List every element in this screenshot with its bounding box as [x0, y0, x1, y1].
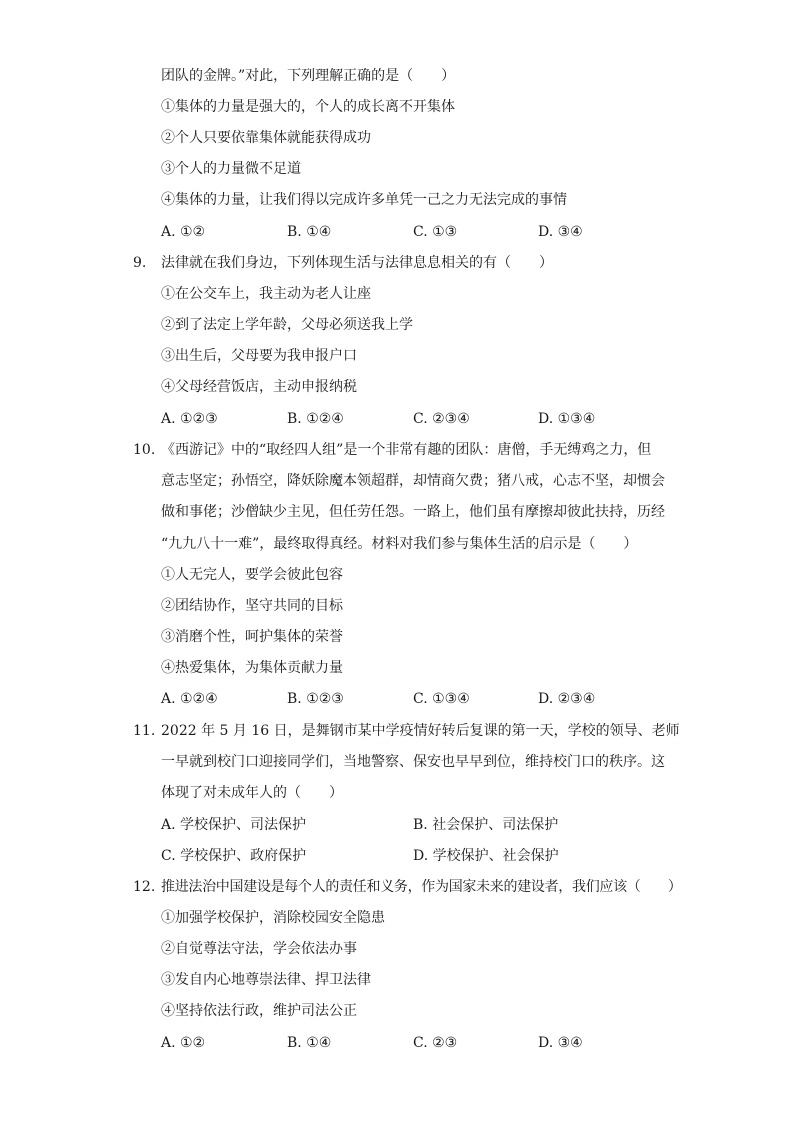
q8-statement-1: ①集体的力量是强大的，个人的成长离不开集体: [161, 99, 455, 115]
q12-option-c: C. ②③: [413, 1035, 458, 1051]
q8-statement-4: ④集体的力量，让我们得以完成许多单凭一己之力无法完成的事情: [161, 192, 567, 208]
q12-option-b: B. ①④: [287, 1035, 332, 1051]
q12-stem: 推进法治中国建设是每个人的责任和义务，作为国家未来的建设者，我们应该（ ）: [161, 879, 682, 895]
q8-option-d: D. ③④: [538, 224, 583, 240]
q10-statement-1: ①人无完人，要学会彼此包容: [161, 567, 343, 583]
q10-stem-line-3: 做和事佬；沙僧缺少主见，但任劳任怨。一路上，他们虽有摩擦却彼此扶持，历经: [161, 504, 665, 520]
q10-stem-line-1: 《西游记》中的“取经四人组”是一个非常有趣的团队：唐僧，手无缚鸡之力，但: [161, 442, 652, 458]
q11-stem-line-2: 一早就到校门口迎接同学们，当地警察、保安也早早到位，维持校门口的秩序。这: [161, 754, 665, 770]
q9-stem: 法律就在我们身边，下列体现生活与法律息息相关的有（ ）: [161, 255, 553, 271]
q11-option-c: C. 学校保护、政府保护: [161, 848, 307, 864]
q10-stem-line-4: “九九八十一难”，最终取得真经。材料对我们参与集体生活的启示是（ ）: [161, 536, 638, 552]
q11-stem-line-3: 体现了对未成年人的（ ）: [161, 785, 343, 801]
q9-option-d: D. ①③④: [538, 411, 596, 427]
q12-statement-3: ③发自内心地尊崇法律、捍卫法律: [161, 972, 371, 988]
q9-option-a: A. ①②③: [161, 411, 218, 427]
q8-statement-3: ③个人的力量微不足道: [161, 161, 301, 177]
q10-stem-line-2: 意志坚定；孙悟空，降妖除魔本领超群，却情商欠费；猪八戒，心志不坚，却惯会: [161, 473, 665, 489]
q11-option-b: B. 社会保护、司法保护: [413, 817, 559, 833]
q8-statement-2: ②个人只要依靠集体就能获得成功: [161, 130, 371, 146]
q10-option-a: A. ①②④: [161, 691, 218, 707]
q8-stem-tail: 团队的金牌。”对此，下列理解正确的是（ ）: [161, 68, 456, 84]
q9-option-b: B. ①②④: [287, 411, 344, 427]
q12-option-d: D. ③④: [538, 1035, 583, 1051]
q8-option-c: C. ①③: [413, 224, 458, 240]
q10-statement-4: ④热爱集体，为集体贡献力量: [161, 660, 343, 676]
q9-statement-4: ④父母经营饭店，主动申报纳税: [161, 379, 357, 395]
q12-number: 12.: [133, 879, 156, 895]
q9-statement-2: ②到了法定上学年龄，父母必须送我上学: [161, 317, 413, 333]
q11-stem-line-1: 2022 年 5 月 16 日，是舞钢市某中学疫情好转后复课的第一天，学校的领导、老师: [161, 723, 680, 739]
q9-number: 9.: [133, 255, 147, 271]
q8-option-a: A. ①②: [161, 224, 206, 240]
q10-option-d: D. ②③④: [538, 691, 596, 707]
q9-option-c: C. ②③④: [413, 411, 470, 427]
q10-statement-2: ②团结协作，坚守共同的目标: [161, 598, 343, 614]
q11-number: 11.: [133, 723, 156, 739]
q10-option-c: C. ①③④: [413, 691, 470, 707]
q10-statement-3: ③消磨个性，呵护集体的荣誉: [161, 629, 343, 645]
q10-number: 10.: [133, 442, 156, 458]
q9-statement-1: ①在公交车上，我主动为老人让座: [161, 286, 371, 302]
q11-option-d: D. 学校保护、社会保护: [413, 848, 559, 864]
q12-statement-1: ①加强学校保护，消除校园安全隐患: [161, 910, 385, 926]
q10-option-b: B. ①②③: [287, 691, 344, 707]
q9-statement-3: ③出生后，父母要为我申报户口: [161, 348, 357, 364]
q12-statement-2: ②自觉尊法守法，学会依法办事: [161, 941, 357, 957]
q12-statement-4: ④坚持依法行政，维护司法公正: [161, 1003, 357, 1019]
q12-option-a: A. ①②: [161, 1035, 206, 1051]
q11-option-a: A. 学校保护、司法保护: [161, 817, 307, 833]
q8-option-b: B. ①④: [287, 224, 332, 240]
